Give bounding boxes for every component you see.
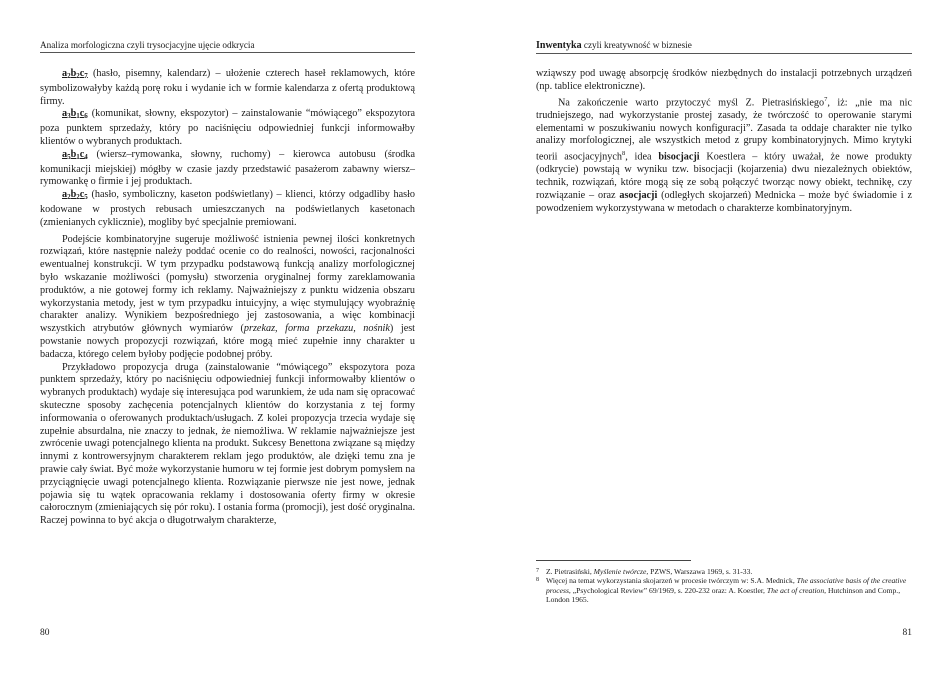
combination-code: $a_2b_2c_5$ [62, 189, 88, 202]
entry-a2b2c5: $a_2b_2c_5$ (hasło, symboliczny, kaseton podświetlany) – klienci, którzy odgadliby hasło kodowane w prostych rebusach umieszczanych na podświetlanych kasetonach (zmienianych cyklicznie), mogliby być specjalnie premiowani. [40, 189, 415, 228]
combination-code: $a_5b_1c_4$ [62, 148, 88, 161]
entry-a3b1c6: $a_3b_1c_6$ (komunikat, słowny, ekspozytor) – zainstalowanie “mówiącego” ekspozytora poza punktem sprzedaży, który po naciśnięciu odpowiedniej funkcji informowałby klientów o wybranych produktach. [40, 108, 415, 147]
right-running-header: Inwentyka czyli kreatywność w biznesie [536, 40, 912, 54]
combination-code: $a_2b_2c_7$ [62, 68, 88, 80]
entry-a5b1c4: $a_5b_1c_4$ (wiersz–rymowanka, słowny, ruchomy) – kierowca autobusu (środka komunikacji miejskiej) mógłby w czasie jazdy przedstawić pasażerom zabawny wiersz–rymowankę o firmie i jej produktach. [40, 148, 415, 188]
footnote-divider [536, 560, 691, 561]
right-page [536, 0, 912, 675]
footnote-ref[interactable]: 7 [824, 95, 828, 103]
page-number: 80 [40, 628, 50, 638]
footnotes [536, 560, 912, 605]
footnote-8: 8 Więcej na temat wykorzystania skojarzeń w procesie twórczym w: S.A. Mednick, The associative basis of the creative process, „Psychological Review” 69/1969, s. 220-232 oraz: A. Koestler, The act of creation, Hutchinson and Comp., London 1965. [536, 576, 907, 605]
left-page-body [40, 68, 415, 528]
right-page-body [536, 68, 912, 216]
body-paragraph: Podejście kombinatoryjne sugeruje możliwość istnienia pewnej ilości konkretnych rozwiązań, które następnie należy poddać ocenie co do realności, nowości, racjonalności ewentualnej konstrukcji. W tym przypadku podstawową funkcją analizy morfologicznej było wskazanie możliwości (pomysłu) stworzenia oryginalnej formy zareklamowania produktów, a nie gotowej formy ich reklamy. Najważniejszy z punktu widzenia obszaru wykorzystania metody, jest w tym przypadku intuicyjny, a więc stymulujący wyobraźnię charakter analizy. Wynikiem bezpośredniego jej zastosowania, a więc kombinacji wszystkich atrybutów głównych wymiarów (przekaz, forma przekazu, nośnik) jest powstanie nowych propozycji rozwiązań, które mogą mieć zupełnie inny charakter u badacza, którego celem byłoby podjęcie podobnej próby. [40, 233, 416, 360]
body-paragraph: wziąwszy pod uwagę absorpcję środków niezbędnych do instalacji potrzebnych urządzeń (np. tablice elektroniczne). [536, 68, 912, 92]
combination-code: $a_3b_1c_6$ [62, 108, 88, 121]
footnote-ref[interactable]: 8 [621, 150, 626, 158]
body-paragraph: Przykładowo propozycja druga (zainstalowanie “mówiącego” ekspozytora poza punktem sprzedaży, który po naciśnięciu odpowiedniej funkcji informowałby klientów o wybranych produktach) wydaje się interesująca pod warunkiem, że uda nam się opracować skuteczne sposoby zachęcenia potencjalnych klientów do korzystania z tej formy informowania o oferowanych produktach/usługach. Z kolei propozycja trzecia wydaje się zupełnie absurdalna, nie znaczy to jednak, że niemożliwa. W reklamie najważniejsze jest zwrócenie uwagi potencjalnego klienta na produkt. Sukcesy Benettona związane są między innymi z kontrowersyjnym charakterem reklam jego produktów, ale dzięki temu zna je prawie cały świat. Być może wykorzystanie humoru w tej formie jest dobrym pomysłem na przyciągnięcie uwagi potencjalnego klienta. Rozwiązanie pierwsze nie jest nowe, jednak pojawia się tu wątek opracowania reklamy i dostosowania oferty firmy w okresie całorocznym (zmieniających się pór roku). I ostania forma (promocji), jest dość oryginalna. Raczej powinna to być akcja o długotrwałym charakterze, [40, 361, 415, 527]
body-paragraph: Na zakończenie warto przytoczyć myśl Z. Pietrasińskiego$^7$, iż: „nie ma nic trudniejszego, nad wykorzystanie prostej zasady, że twórczość to operowanie starymi elementami w poszukiwaniu nowych konfiguracji”. Zasada ta oddaje charakter nie tylko analizy morfologicznej, ale wszystkich metod z grupy kombinatoryjnych. Mimo krytyki teorii asocjacyjnych$^8$, idea bisocjacji Koestlera – który uważał, że nowe produkty (odkrycie) powstają w wyniku tzw. bisocjacji (kojarzenia) dwu niezależnych obiektów, technik, rozwiązań, które mogą się ze sobą połączyć tworząc nowy obiekt, technikę, czy rozwiązanie – oraz asocjacji (odległych skojarzeń) Mednicka – może być świadomie i z powodzeniem wykorzystywana w metodach o charakterze kombinatoryjnym. [536, 95, 913, 214]
left-page [40, 0, 415, 675]
entry-a2b2c7: $a_2b_2c_7$ (hasło, pisemny, kalendarz) – ułożenie czterech haseł reklamowych, które symbolizowałyby każdą porę roku i wydanie ich w formie kalendarza z ofertą produktową firmy. [40, 68, 415, 107]
footnote-7: 7 Z. Pietrasiński, Myślenie twórcze, PZWS, Warszawa 1969, s. 31-33. [536, 567, 753, 576]
page-number: 81 [902, 628, 912, 638]
left-running-header: Analiza morfologiczna czyli trysocjacyjne ujęcie odkrycia [40, 40, 415, 53]
